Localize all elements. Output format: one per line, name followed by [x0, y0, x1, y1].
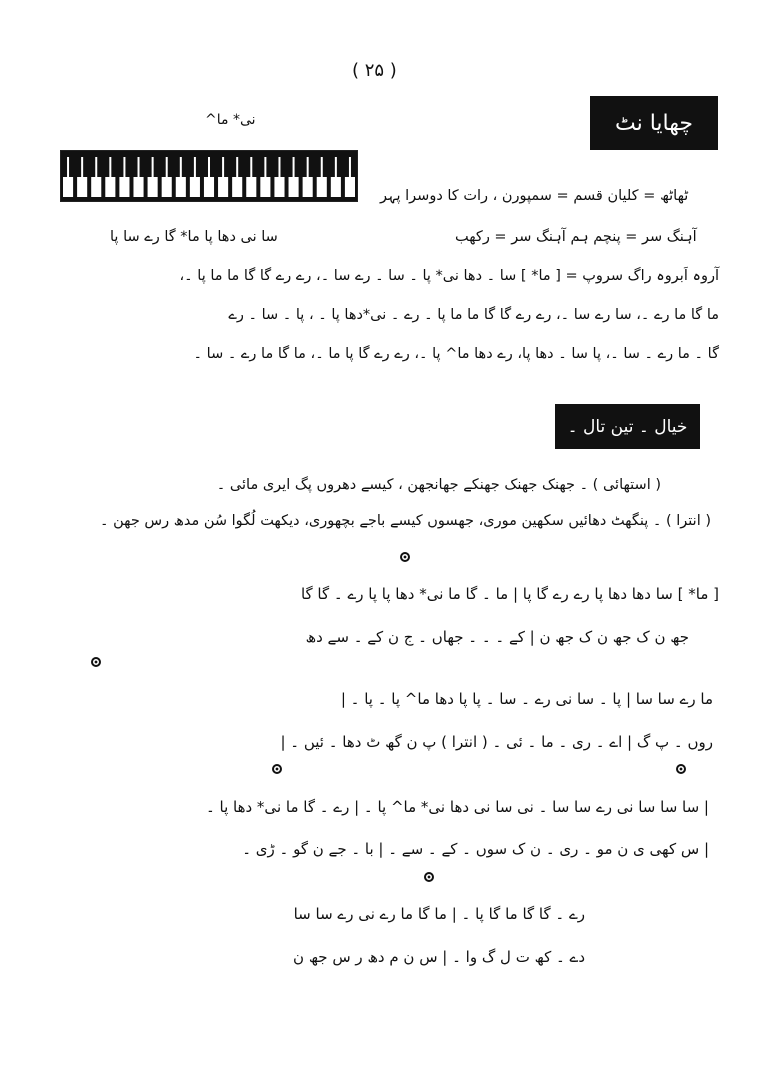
key-divider: [222, 157, 224, 179]
key-divider: [293, 157, 295, 179]
key-divider: [95, 157, 97, 179]
key-divider: [335, 157, 337, 179]
section-marker-icon: [676, 764, 686, 774]
white-key: [232, 177, 242, 197]
white-key: [274, 177, 284, 197]
aroh-line-3: گا ۔ ما رے ۔ سا ۔، پا سا ۔ دھا پا، رے دھا ما^ پا ۔، رے رے گا پا ما ۔، ما گا ما رے ۔ سا ۔: [193, 346, 719, 362]
key-divider: [180, 157, 182, 179]
white-key: [260, 177, 270, 197]
key-divider: [321, 157, 323, 179]
thaat-line: ٹھاٹھ = کلیان قسم = سمپورن ، رات کا دوسرا پہر: [380, 188, 689, 204]
section-marker-icon: [272, 764, 282, 774]
white-key: [204, 177, 214, 197]
white-key: [331, 177, 341, 197]
white-key: [133, 177, 143, 197]
notation-swar-4: رے ۔ گا گا ما گا پا ۔ | ما گا ما رے نی رے سا سا: [293, 905, 585, 923]
white-key: [246, 177, 256, 197]
key-divider: [67, 157, 69, 179]
key-divider: [250, 157, 252, 179]
key-divider: [264, 157, 266, 179]
key-divider: [138, 157, 140, 179]
keyboard-notes: نی* ما^: [205, 112, 256, 128]
key-divider: [109, 157, 111, 179]
white-key: [91, 177, 101, 197]
keyboard-diagram: [60, 150, 358, 202]
section-marker-icon: [400, 552, 410, 562]
keyboard-icon: [61, 151, 357, 201]
key-divider: [166, 157, 168, 179]
notation-bol-3: | س کھی ی ن مو ۔ ری ۔ ن ک سوں ۔ کے ۔ سے ۔ | با ۔ جے ن گو ۔ ڑی ۔: [242, 840, 709, 858]
section-marker-icon: [424, 872, 434, 882]
page-number: ( ۲۵ ): [352, 60, 397, 81]
key-divider: [81, 157, 83, 179]
white-key: [148, 177, 158, 197]
antra-text: ( انترا ) ۔ پنگھٹ دھائیں سکھین موری، جھسوں کیسے باجے بچھوری، دیکھت لُگوا سُن مدھ رس جھن ۔: [100, 513, 711, 529]
key-divider: [152, 157, 154, 179]
key-divider: [194, 157, 196, 179]
white-key: [190, 177, 200, 197]
key-divider: [307, 157, 309, 179]
notation-swar-2: ما رے سا سا | پا ۔ سا نی رے ۔ سا ۔ پا پا دھا ما^ پا ۔ پا ۔ |: [340, 690, 713, 708]
white-key: [303, 177, 313, 197]
notation-swar-1: [ ما* ] سا دھا دھا پا رے رے گا پا | ما ۔ گا ما نی* دھا پا پا رے ۔ گا گا: [300, 585, 719, 603]
key-divider: [123, 157, 125, 179]
key-divider: [208, 157, 210, 179]
aroh-line-1: آروہ اَبروہ راگ سروپ = [ ما* ] سا ۔ دھا نی* پا ۔ سا ۔ رے سا ۔، رے رے گا گا ما ما پا ۔،: [179, 268, 719, 284]
ahang-line: آہنگ سر = پنچم ہم آہنگ سر = رکھب: [455, 229, 697, 245]
notation-bol-4: دے ۔ کھ ت ل گ وا ۔ | س ن م دھ ر س جھ ن: [293, 948, 585, 966]
notation-bol-2: روں ۔ پ گ | اے ۔ ری ۔ ما ۔ ئی ۔ ( انترا ) پ ن گھ ٹ دھا ۔ ئیں ۔ |: [280, 733, 713, 751]
key-divider: [278, 157, 280, 179]
pakad-line: سا نی دھا پا ما* گا رے سا پا: [110, 229, 278, 245]
white-key: [289, 177, 299, 197]
white-key: [162, 177, 172, 197]
white-key: [63, 177, 73, 197]
raag-title: چھایا نٹ: [590, 96, 718, 150]
notation-swar-3: | سا سا سا نی رے سا سا ۔ نی سا نی دھا نی* ما^ پا ۔ | رے ۔ گا ما نی* دھا پا ۔: [205, 798, 709, 816]
white-key: [345, 177, 355, 197]
white-key: [77, 177, 87, 197]
white-key: [218, 177, 228, 197]
white-key: [317, 177, 327, 197]
white-key: [119, 177, 129, 197]
aroh-line-2: ما گا ما رے ۔، سا رے سا ۔، رے رے گا گا ما ما پا ۔ رے ۔ نی*دھا پا ۔ ، پا ۔ سا ۔ رے: [228, 307, 719, 323]
white-key: [176, 177, 186, 197]
notation-bol-1: جھ ن ک جھ ن ک جھ ن | کے ۔ ۔ ۔ جھاں ۔ ج ن کے ۔ سے دھ: [305, 628, 689, 646]
white-key: [105, 177, 115, 197]
key-divider: [236, 157, 238, 179]
asthai-text: ( استھائی ) ۔ جھنک جھنک جھنکے جھانجھن ، کیسے دھروں پگ ایری مائی ۔: [216, 477, 661, 493]
key-divider: [349, 157, 351, 179]
section-marker-icon: [91, 657, 101, 667]
khayal-title: خیال ۔ تین تال ۔: [555, 404, 700, 449]
